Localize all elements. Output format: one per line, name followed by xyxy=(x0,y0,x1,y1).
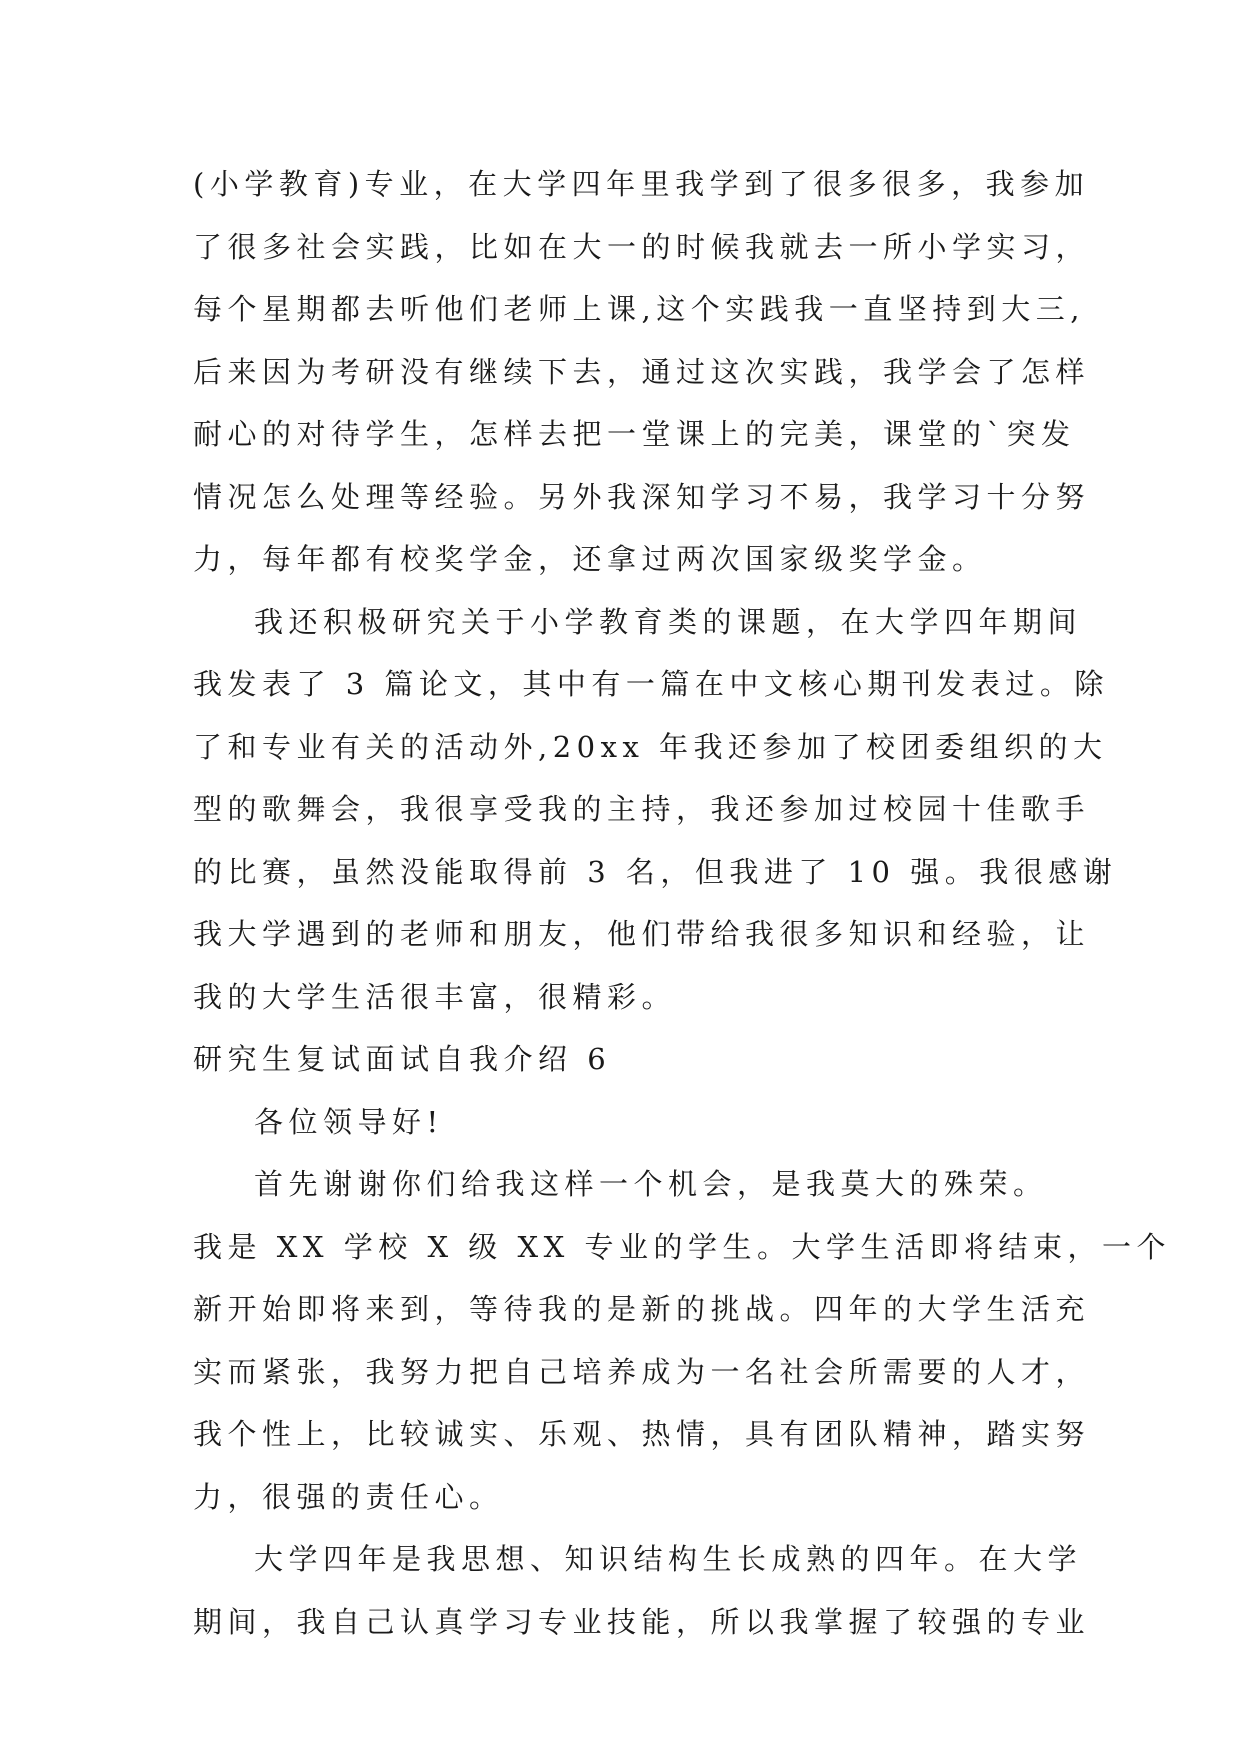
paragraph-line: 了和专业有关的活动外,20xx 年我还参加了校团委组织的大 xyxy=(193,730,1108,764)
greeting-line: 各位领导好! xyxy=(254,1105,444,1139)
section-heading: 研究生复试面试自我介绍 6 xyxy=(193,1042,612,1076)
paragraph-line: 首先谢谢你们给我这样一个机会，是我莫大的殊荣。 xyxy=(254,1167,1048,1201)
paragraph-line: 我是 XX 学校 X 级 XX 专业的学生。大学生活即将结束，一个 xyxy=(193,1230,1172,1264)
paragraph-line: 大学四年是我思想、知识结构生长成熟的四年。在大学 xyxy=(254,1542,1083,1576)
paragraph-line: 我个性上，比较诚实、乐观、热情，具有团队精神，踏实努 xyxy=(193,1417,1091,1451)
paragraph-line: 力，很强的责任心。 xyxy=(193,1480,504,1514)
paragraph-line: 了很多社会实践，比如在大一的时候我就去一所小学实习， xyxy=(193,230,1091,264)
paragraph-line: 我的大学生活很丰富，很精彩。 xyxy=(193,980,677,1014)
paragraph-line: 耐心的对待学生，怎样去把一堂课上的完美，课堂的`突发 xyxy=(193,417,1076,451)
paragraph-line: 新开始即将来到，等待我的是新的挑战。四年的大学生活充 xyxy=(193,1292,1091,1326)
paragraph-line: 每个星期都去听他们老师上课,这个实践我一直坚持到大三, xyxy=(193,292,1085,326)
paragraph-line: 我发表了 3 篇论文，其中有一篇在中文核心期刊发表过。除 xyxy=(193,667,1109,701)
paragraph-line: 我还积极研究关于小学教育类的课题，在大学四年期间 xyxy=(254,605,1083,639)
paragraph-line: 情况怎么处理等经验。另外我深知学习不易，我学习十分努 xyxy=(193,480,1091,514)
paragraph-line: 我大学遇到的老师和朋友，他们带给我很多知识和经验，让 xyxy=(193,917,1091,951)
paragraph-line: 期间，我自己认真学习专业技能，所以我掌握了较强的专业 xyxy=(193,1605,1091,1639)
paragraph-line: (小学教育)专业，在大学四年里我学到了很多很多，我参加 xyxy=(193,167,1090,201)
paragraph-line: 的比赛，虽然没能取得前 3 名，但我进了 10 强。我很感谢 xyxy=(193,855,1118,889)
paragraph-line: 后来因为考研没有继续下去，通过这次实践，我学会了怎样 xyxy=(193,355,1091,389)
paragraph-line: 实而紧张，我努力把自己培养成为一名社会所需要的人才， xyxy=(193,1355,1091,1389)
paragraph-line: 力，每年都有校奖学金，还拿过两次国家级奖学金。 xyxy=(193,542,987,576)
paragraph-line: 型的歌舞会，我很享受我的主持，我还参加过校园十佳歌手 xyxy=(193,792,1091,826)
